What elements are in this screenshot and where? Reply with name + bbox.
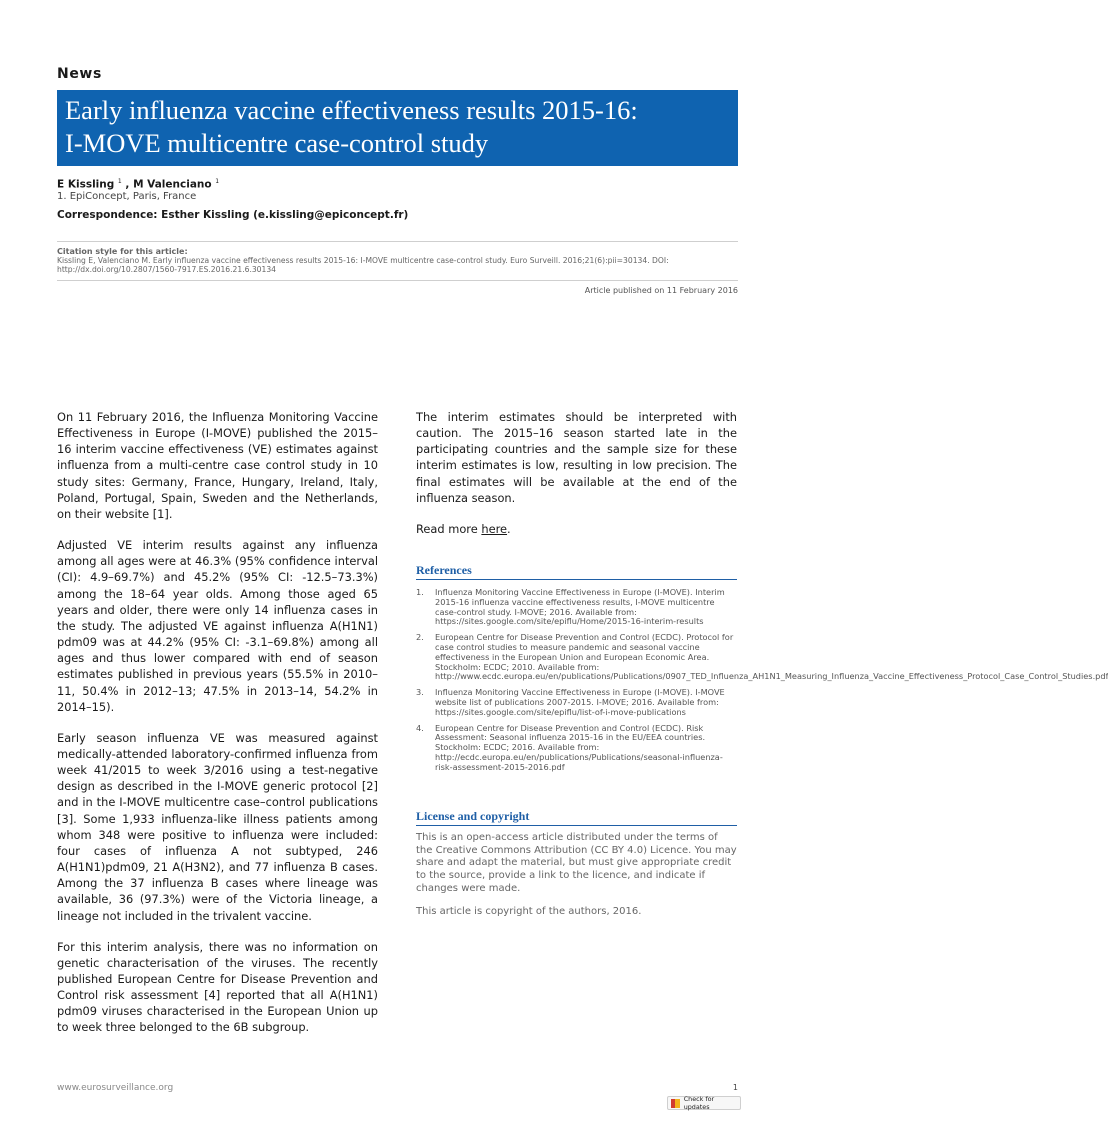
references-list [416, 587, 1108, 773]
read-more-prefix: Read more [416, 521, 482, 536]
author-1-affil: 1 [117, 178, 122, 185]
reference-text: Influenza Monitoring Vaccine Effectiveness in Europe (I-MOVE). Interim 2015-16 influenza vaccine effectiveness results, I-MOVE multicentre case-control study. I-MOVE; 2016. Available from: https://sites.google.com/site/epiflu/Home/2015-16-interim-results [435, 587, 725, 627]
page-number: 1 [732, 1083, 738, 1092]
author-1[interactable]: E Kissling [57, 178, 118, 191]
license-heading: License and copyright [416, 809, 737, 826]
footer-site[interactable]: www.eurosurveillance.org [57, 1083, 174, 1093]
body-paragraph-1: On 11 February 2016, the Influenza Monitoring Vaccine Effectiveness in Europe (I-MOVE) published the 2015–16 interim vaccine effectiveness (VE) estimates against influenza from a multi-centre case control study in 10 study sites: Germany, France, Hungary, Ireland, Italy, Poland, Portugal, Spain, Sweden and the Netherlands, on their website [1]. [57, 410, 378, 521]
title-line-2: I-MOVE multicentre case-control study [65, 128, 489, 158]
reference-text: Influenza Monitoring Vaccine Effectiveness in Europe (I-MOVE). I-MOVE website list of publications 2007-2015. I-MOVE; 2016. Available from: https://sites.google.com/site/epiflu/list-of-i-move-publications [435, 687, 725, 717]
author-separator: , [121, 178, 134, 191]
reference-number: 3. [416, 687, 424, 698]
citation-doi[interactable]: http://dx.doi.org/10.2807/1560-7917.ES.2016.21.6.30134 [57, 265, 277, 275]
check-for-updates-button[interactable] [667, 1096, 741, 1110]
references-heading: References [416, 563, 737, 580]
check-for-updates-label: Check for updates [683, 1095, 715, 1111]
reference-item[interactable] [416, 688, 737, 717]
reference-number: 4. [416, 722, 424, 733]
right-column [416, 409, 1108, 929]
citation-heading: Citation style for this article: [57, 247, 188, 256]
authors [57, 178, 219, 191]
section-spacer [416, 779, 737, 809]
read-more-link[interactable]: here [481, 521, 508, 536]
author-2-affil: 1 [215, 178, 220, 185]
copyright-text: This article is copyright of the authors, 2016. [416, 906, 642, 918]
citation-text [57, 256, 738, 275]
citation-line-1: Kissling E, Valenciano M. Early influenza vaccine effectiveness results 2015-16: I-MOVE multicentre case-control study. Euro Surveill. 2016;21(6):pii=30134. DOI: [57, 256, 669, 265]
body-paragraph-4: For this interim analysis, there was no information on genetic characterisation of the viruses. The recently published European Centre for Disease Prevention and Control risk assessment [4] reported that all A(H1N1) pdm09 viruses characterised in the European Union up to week three belonged to the 6B subgroup. [57, 939, 378, 1035]
published-date: Article published on 11 February 2016 [584, 286, 738, 295]
read-more-suffix: . [507, 521, 511, 536]
reference-number: 1. [416, 587, 424, 598]
check-for-updates-icon [671, 1099, 680, 1108]
body-paragraph-2: Adjusted VE interim results against any influenza among all ages were at 46.3% (95% confidence interval (CI): 4.9–69.7%) and 45.2% (95% CI: -12.5–73.3%) among the 18–64 year olds. Among those aged 65 years and older, there were only 14 influenza cases in the study. The adjusted VE against influenza A(H1N1) pdm09 was at 44.2% (95% CI: -3.1–69.8%) among all ages and thus lower compared with end of season estimates published in previous years (55.5% in 2010–11, 50.4% in 2012–13; 47.5% in 2013–14, 54.2% in 2014–15). [57, 538, 378, 714]
title-band [57, 90, 738, 166]
citation-bottom-rule [57, 280, 738, 281]
author-2[interactable]: M Valenciano [133, 178, 216, 191]
reference-item[interactable] [416, 588, 737, 627]
reference-number: 2. [416, 632, 424, 643]
left-column [57, 409, 378, 1051]
reference-text: European Centre for Disease Prevention and Control (ECDC). Protocol for case control studies to measure pandemic and seasonal vaccine effectiveness in the European Union and European Economic Area. Stockholm: ECDC; 2010. Available from: http://www.ecdc.europa.eu/en/publications/Publications/0907_TED_Influenza_AH1N1_Measuring_Influenza_Vaccine_Effectiveness_Protocol_Case_Control_Studies.pdf [435, 632, 1108, 682]
reference-text: European Centre for Disease Prevention and Control (ECDC). Risk Assessment: Seasonal influenza 2015-16 in the EU/EEA countries. Stockholm: ECDC; 2016. Available from: http://ecdc.europa.eu/en/publications/Publications/seasonal-influenza-risk-assessment-2015-2016.pdf [435, 722, 723, 772]
section-label: News [57, 66, 102, 82]
reference-item[interactable] [416, 632, 1108, 682]
body-paragraph-5: The interim estimates should be interpreted with caution. The 2015–16 season started late in the participating countries and the sample size for these interim estimates is low, resulting in low precision. The final estimates will be available at the end of the influenza season. [416, 410, 737, 505]
read-more [416, 521, 737, 537]
title-line-1: Early influenza vaccine effectiveness results 2015-16: [65, 95, 638, 125]
body-paragraph-3: Early season influenza VE was measured against medically-attended laboratory-confirmed influenza from week 41/2015 to week 3/2016 using a test-negative design as described in the I-MOVE generic protocol [2] and in the I-MOVE multicentre case–control publications [3]. Some 1,933 influenza-like illness patients among whom 348 were positive to influenza were included: four cases of influenza A not subtyped, 246 A(H1N1)pdm09, 21 A(H3N2), and 77 influenza B cases. Among the 37 influenza B cases where lineage was available, 36 (97.3%) were of the Victoria lineage, a lineage not included in the trivalent vaccine. [57, 730, 378, 923]
citation-top-rule [57, 241, 738, 242]
license-text: This is an open-access article distributed under the terms of the Creative Commons Attribution (CC BY 4.0) Licence. You may share and adapt the material, but must give appropriate credit to the source, provide a link to the licence, and indicate if changes were made. [416, 831, 737, 895]
correspondence[interactable]: Correspondence: Esther Kissling (e.kissling@epiconcept.fr) [57, 209, 409, 221]
reference-item[interactable] [416, 724, 737, 773]
affiliation: 1. EpiConcept, Paris, France [57, 191, 197, 202]
article-title [65, 94, 730, 160]
